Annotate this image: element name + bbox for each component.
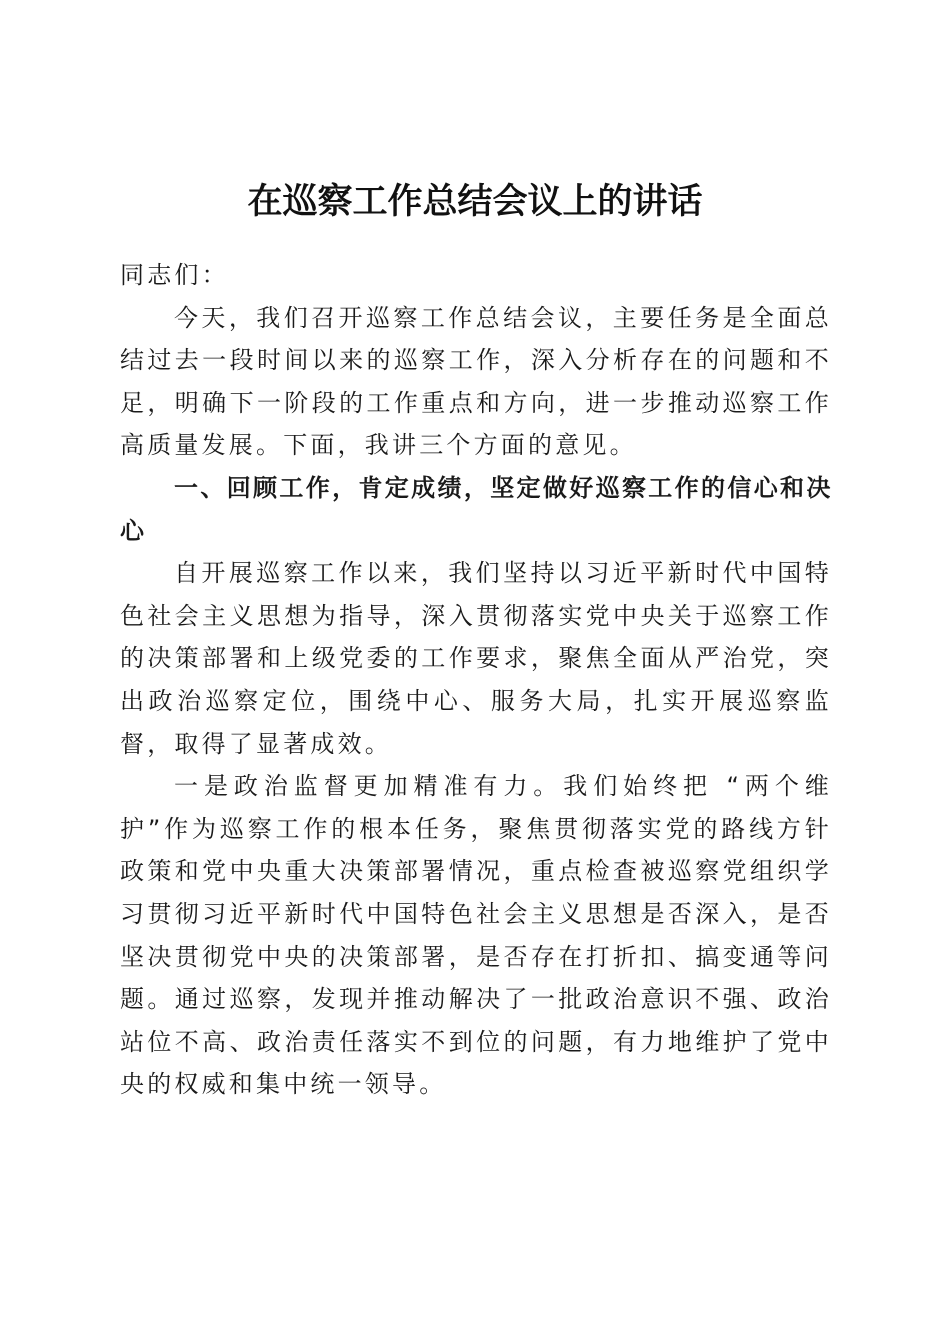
salutation: 同志们： [120,261,229,289]
paragraph-achievements: 自开展巡察工作以来，我们坚持以习近平新时代中国特色社会主义思想为指导，深入贯彻落实党中央关于巡察工作的决策部署和上级党委的工作要求，聚焦全面从严治党，突出政治巡察定位，围绕中心、服务大局，扎实开展巡察监督，取得了显著成效。 [120,559,832,758]
paragraph-political-supervision: 一是政治监督更加精准有力。我们始终把 “两个维护”作为巡察工作的根本任务，聚焦贯彻落实党的路线方针政策和党中央重大决策部署情况，重点检查被巡察党组织学习贯彻习近平新时代中国特色社会主义思想是否深入，是否坚决贯彻党中央的决策部署，是否存在打折扣、搞变通等问题。通过巡察，发现并推动解决了一批政治意识不强、政治站位不高、政治责任落实不到位的问题，有力地维护了党中央的权威和集中统一领导。 [120,772,832,1099]
document-title: 在巡察工作总结会议上的讲话 [247,181,703,222]
section-heading-1: 一、回顾工作，肯定成绩，坚定做好巡察工作的信心和决心 [120,473,832,545]
document-body [120,254,832,1106]
paragraph-intro: 今天，我们召开巡察工作总结会议，主要任务是全面总结过去一段时间以来的巡察工作，深入分析存在的问题和不足，明确下一阶段的工作重点和方向，进一步推动巡察工作高质量发展。下面，我讲三个方面的意见。 [120,303,832,460]
